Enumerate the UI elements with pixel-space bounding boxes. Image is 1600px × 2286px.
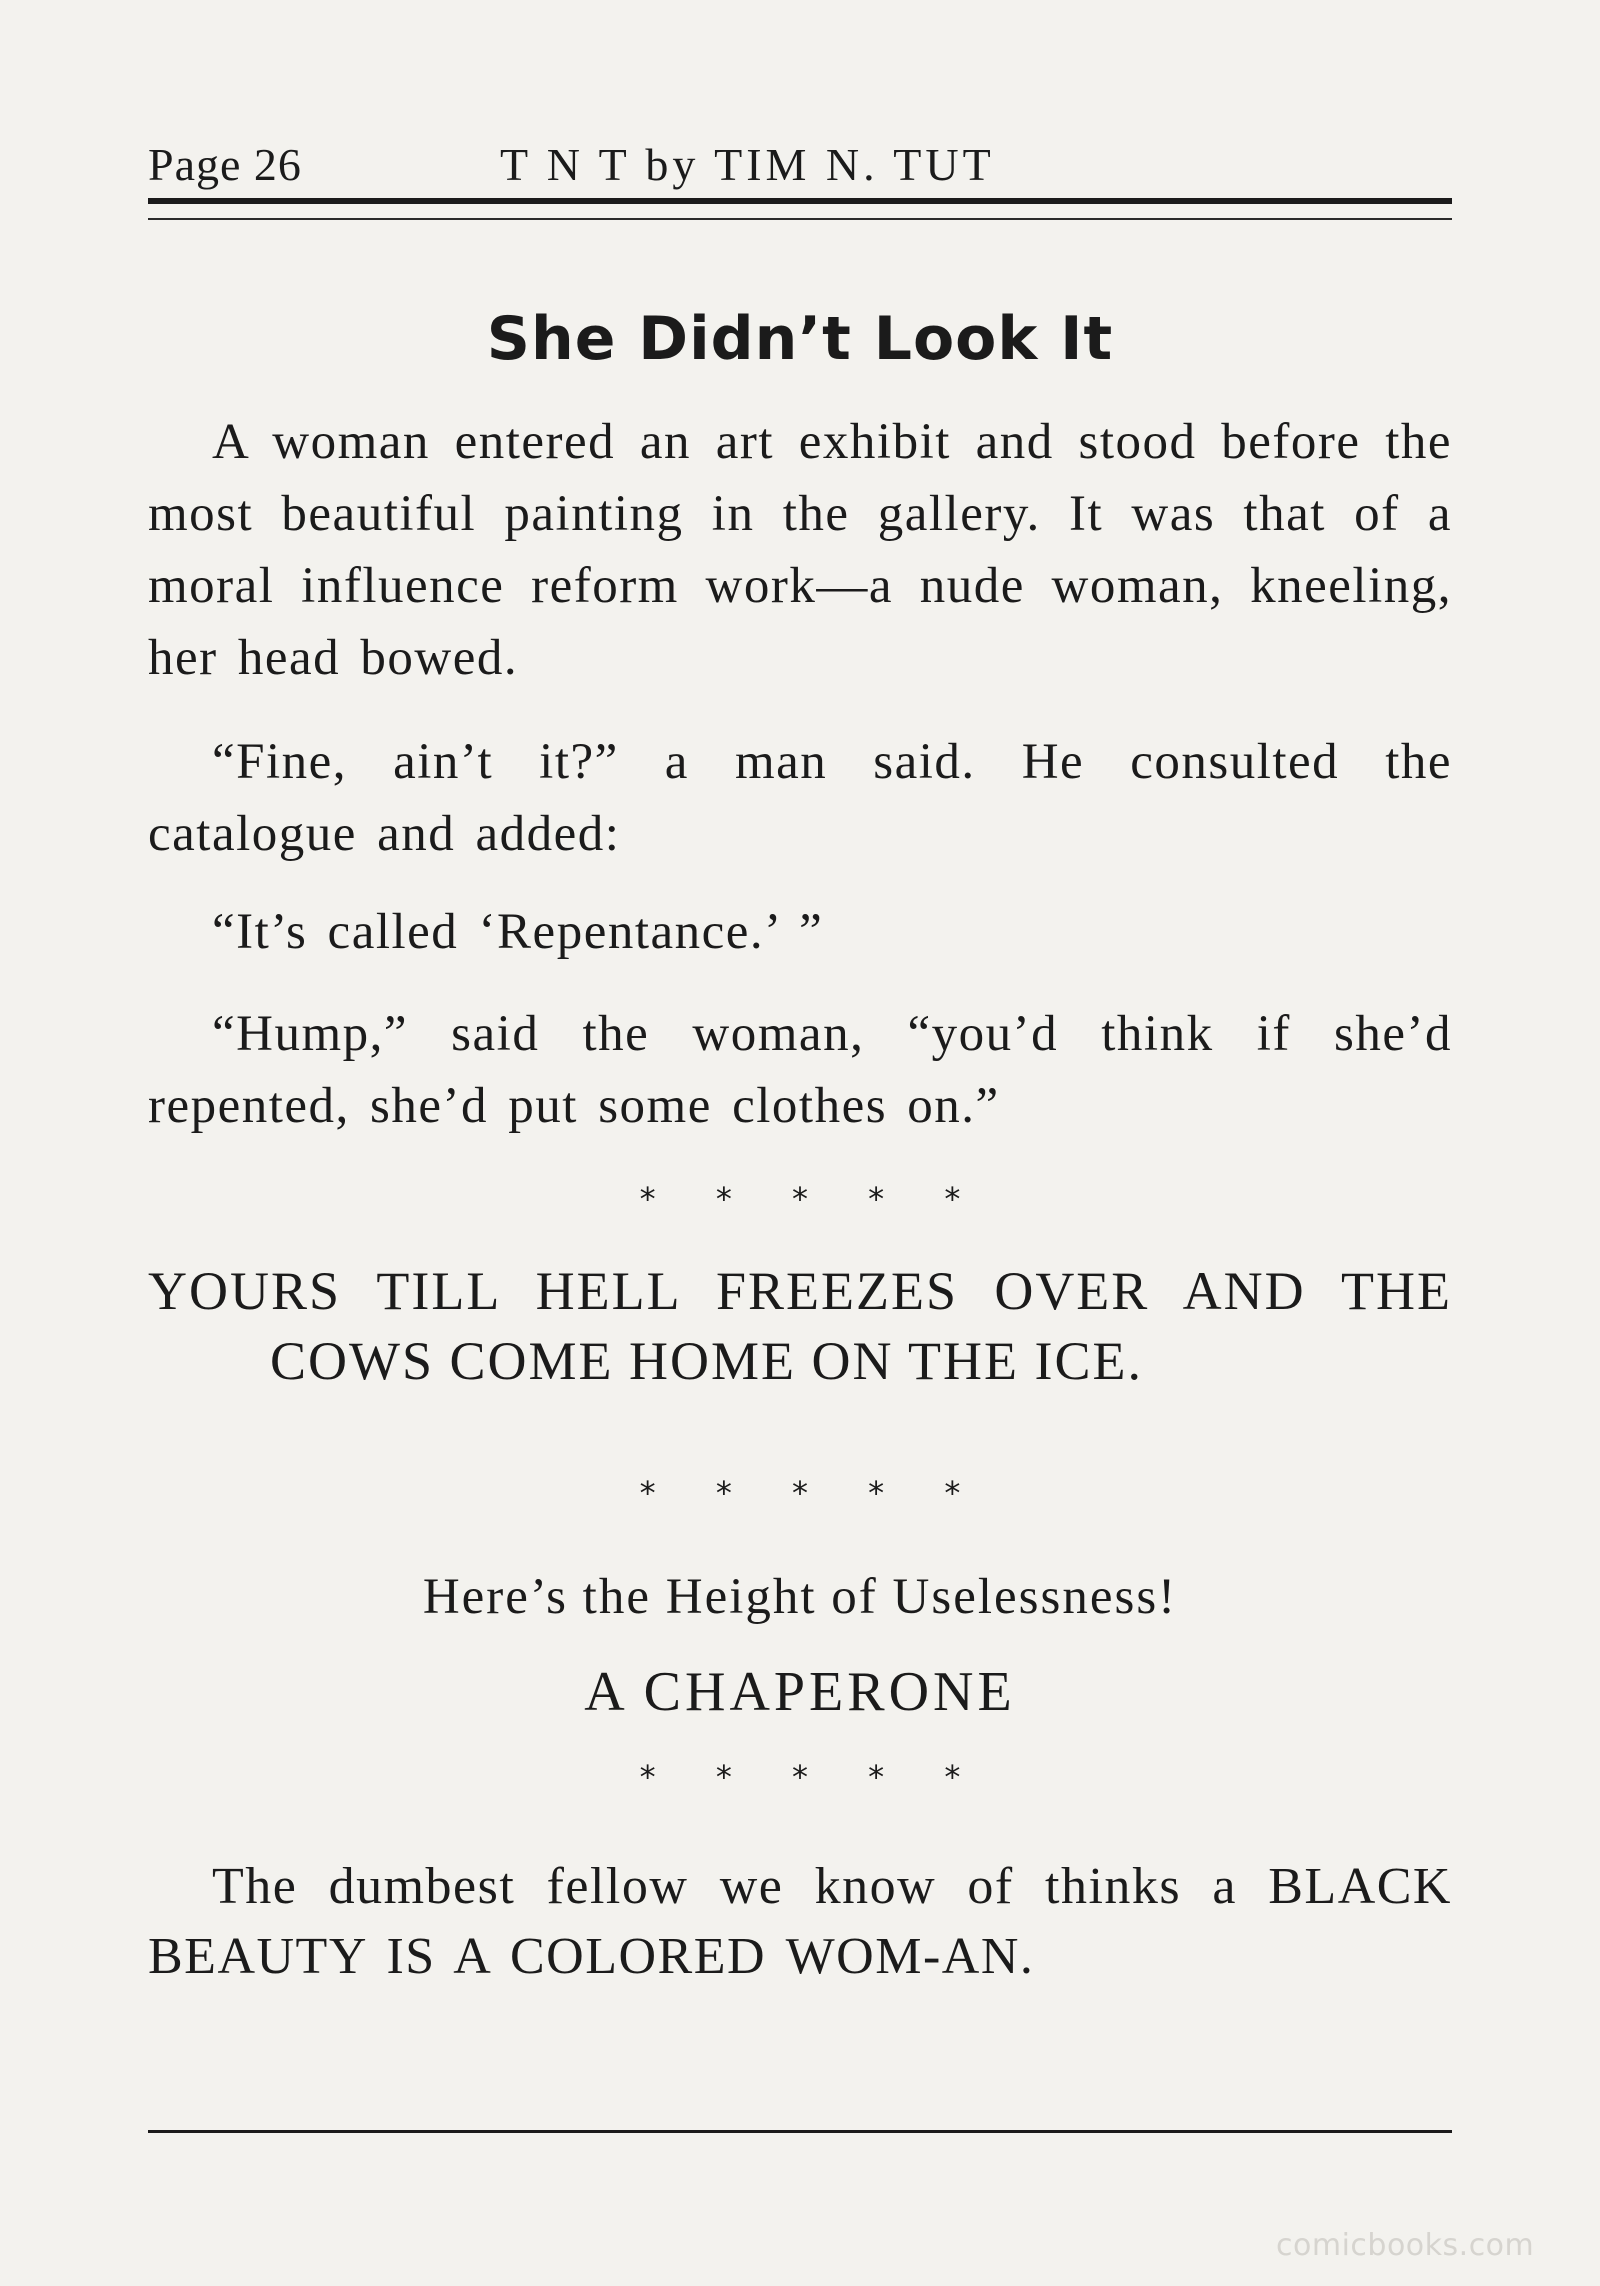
footer-rule <box>148 2130 1452 2133</box>
watermark: comicbooks.com <box>1276 2228 1535 2263</box>
paragraph-4: “Hump,” said the woman, “you’d think if she’d repented, she’d put some clothes on.” <box>148 1006 1452 1134</box>
page-header <box>148 132 1452 192</box>
running-title: T N T by TIM N. TUT <box>500 139 995 190</box>
header-rule-thin <box>148 218 1452 220</box>
article-title: She Didn’t Look It <box>486 304 1114 374</box>
asterism-separator: * * * * * <box>639 1758 961 1796</box>
closing-joke: The dumbest fellow we know of thinks a BLACK BEAUTY IS A COLORED WOM-AN. <box>148 1858 1452 1985</box>
paragraph-3: “It’s called ‘Repentance.’ ” <box>212 904 824 960</box>
asterism-separator: * * * * * <box>639 1180 961 1218</box>
paragraph-2: “Fine, ain’t it?” a man said. He consulted the catalogue and added: <box>148 734 1452 862</box>
quip-text: YOURS TILL HELL FREEZES OVER AND THE COWS COME HOME ON THE ICE. <box>148 1261 1452 1391</box>
uselessness-answer: A CHAPERONE <box>584 1661 1016 1723</box>
page-number: Page 26 <box>148 139 302 190</box>
uselessness-heading: Here’s the Height of Uselessness! <box>422 1569 1178 1625</box>
asterism-separator: * * * * * <box>639 1474 961 1512</box>
paragraph-1: A woman entered an art exhibit and stood before the most beautiful painting in the gallery. It was that of a moral influence reform work—a nude woman, kneeling, her head bowed. <box>148 414 1452 686</box>
header-rule-thick <box>148 198 1452 204</box>
